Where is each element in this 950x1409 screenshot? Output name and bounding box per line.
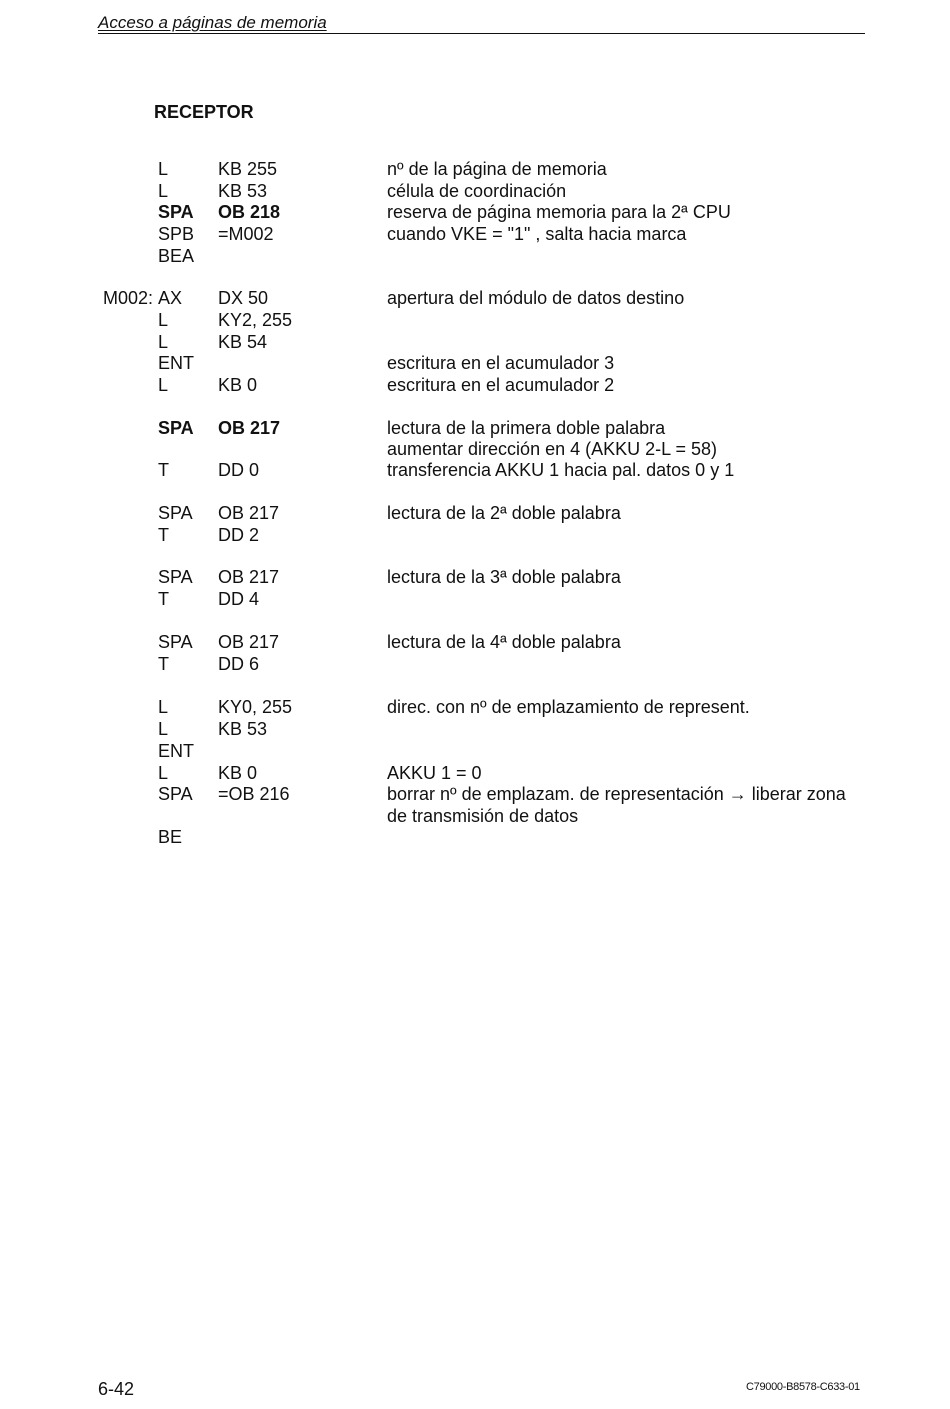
code-operand: KB 53 (218, 181, 268, 201)
code-operation: T (158, 654, 169, 674)
code-line (0, 566, 950, 588)
code-operation: L (158, 332, 169, 352)
code-comment: escritura en el acumulador 3 (387, 353, 615, 373)
code-operand: KB 54 (218, 332, 268, 352)
header-title: Acceso a páginas de memoria (98, 13, 327, 32)
code-operation: L (158, 181, 169, 201)
document-code: C79000-B8578-C633-01 (746, 1381, 860, 1393)
code-operand: DX 50 (218, 288, 269, 308)
code-comment: lectura de la 3ª doble palabra (387, 567, 621, 587)
page-header (98, 12, 865, 34)
code-comment: reserva de página memoria para la 2ª CPU (387, 202, 731, 222)
code-operand: OB 218 (218, 202, 281, 222)
code-operand: OB 217 (218, 503, 280, 523)
code-line (0, 783, 950, 805)
code-operand: KB 0 (218, 763, 258, 783)
code-comment: lectura de la 2ª doble palabra (387, 503, 621, 523)
code-comment: de transmisión de datos (387, 806, 579, 826)
code-line (0, 524, 950, 546)
code-operand: KB 255 (218, 159, 278, 179)
code-line (0, 223, 950, 245)
code-operand: OB 217 (218, 418, 281, 438)
code-comment: lectura de la 4ª doble palabra (387, 632, 621, 652)
code-operand: DD 2 (218, 525, 260, 545)
code-line (0, 459, 950, 481)
code-operation: L (158, 310, 169, 330)
code-comment: apertura del módulo de datos destino (387, 288, 685, 308)
code-comment: borrar nº de emplazam. de representación → liberar zona (387, 784, 846, 804)
code-operation: SPA (158, 418, 194, 438)
code-line (0, 438, 950, 460)
code-operation: SPA (158, 784, 193, 804)
page-number: 6-42 (98, 1379, 135, 1399)
code-comment: lectura de la primera doble palabra (387, 418, 666, 438)
code-operation: L (158, 697, 169, 717)
code-operand: DD 4 (218, 589, 260, 609)
code-operation: L (158, 719, 169, 739)
code-operand: KY2, 255 (218, 310, 293, 330)
code-line (0, 762, 950, 784)
code-operation: BE (158, 827, 183, 847)
code-operand: =OB 216 (218, 784, 290, 804)
code-operation: ENT (158, 353, 194, 373)
code-operand: KB 0 (218, 375, 258, 395)
code-operation: T (158, 525, 169, 545)
code-operand: OB 217 (218, 567, 280, 587)
code-line (0, 180, 950, 202)
code-line (0, 158, 950, 180)
code-line (0, 309, 950, 331)
code-comment: aumentar dirección en 4 (AKKU 2-L = 58) (387, 439, 718, 459)
code-line (0, 331, 950, 353)
code-line (0, 805, 950, 827)
code-line (0, 502, 950, 524)
code-operation: BEA (158, 246, 195, 266)
code-line (0, 374, 950, 396)
code-line (0, 201, 950, 223)
code-operation: L (158, 375, 169, 395)
code-operation: SPA (158, 503, 193, 523)
code-comment: AKKU 1 = 0 (387, 763, 482, 783)
code-comment: transferencia AKKU 1 hacia pal. datos 0 y 1 (387, 460, 735, 480)
code-comment: direc. con nº de emplazamiento de represent. (387, 697, 750, 717)
code-line (0, 245, 950, 267)
code-comment: célula de coordinación (387, 181, 567, 201)
code-line (0, 417, 950, 439)
code-operation: T (158, 460, 169, 480)
code-line (0, 631, 950, 653)
code-comment: escritura en el acumulador 2 (387, 375, 615, 395)
code-operation: SPB (158, 224, 195, 244)
code-operation: SPA (158, 567, 193, 587)
code-comment: cuando VKE = "1" , salta hacia marca (387, 224, 687, 244)
code-operation: L (158, 763, 169, 783)
code-line (0, 352, 950, 374)
code-operation: L (158, 159, 169, 179)
section-title: RECEPTOR (154, 102, 254, 122)
code-operation: ENT (158, 741, 194, 761)
code-line (0, 718, 950, 740)
code-operand: OB 217 (218, 632, 280, 652)
code-operation: SPA (158, 202, 194, 222)
code-operand: KY0, 255 (218, 697, 293, 717)
code-line (0, 653, 950, 675)
code-operand: DD 0 (218, 460, 260, 480)
code-line (0, 740, 950, 762)
code-line (0, 588, 950, 610)
code-line (0, 287, 950, 309)
code-comment: nº de la página de memoria (387, 159, 607, 179)
code-operand: =M002 (218, 224, 274, 244)
code-label: M002: (103, 288, 154, 308)
code-line (0, 696, 950, 718)
code-operation: AX (158, 288, 183, 308)
code-operation: T (158, 589, 169, 609)
code-operand: KB 53 (218, 719, 268, 739)
code-line (0, 826, 950, 848)
code-operation: SPA (158, 632, 193, 652)
code-operand: DD 6 (218, 654, 260, 674)
